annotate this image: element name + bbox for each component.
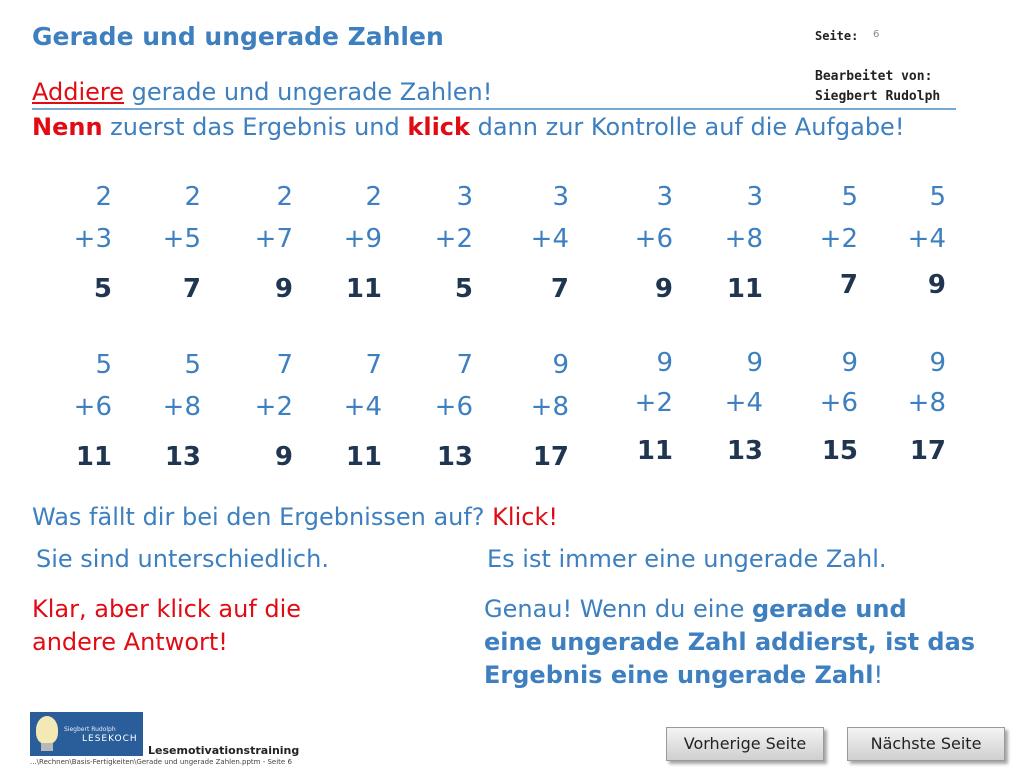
task-5-operand: 3 [456,182,473,212]
task-9-result: 7 [839,270,858,300]
task-9[interactable] [788,182,858,300]
edited-by-label: Bearbeitet von: [815,69,933,84]
task-17-addend: +2 [634,388,673,418]
task-13[interactable] [223,350,293,472]
task-17-result: 11 [636,436,673,466]
task-4-result: 11 [345,274,382,304]
instruction-verb-name: Nenn [32,113,103,141]
previous-page-button[interactable]: Vorherige Seite [666,727,824,761]
task-14[interactable] [312,350,382,472]
task-5[interactable] [403,182,473,304]
page-label: Seite: [815,29,859,43]
lightbulb-base-icon [41,743,53,751]
task-5-result: 5 [454,274,473,304]
feedback-wrong [32,593,301,659]
task-1-operand: 2 [95,182,112,212]
feedback-correct-bold-1: gerade und [752,595,907,623]
task-7[interactable] [603,182,673,304]
footer-file-path: ...\Rechnen\Basis-Fertigkeiten\Gerade und ungerade Zahlen.pptm - Seite 6 [30,758,292,766]
task-16[interactable] [499,350,569,472]
task-4[interactable] [312,182,382,304]
question [32,503,558,531]
feedback-correct-intro: Genau! Wenn du eine [484,595,752,623]
task-16-addend: +8 [530,392,569,422]
task-18[interactable] [693,348,763,466]
task-7-result: 9 [654,274,673,304]
feedback-correct-bold-2: eine ungerade Zahl addierst, ist das [484,628,976,656]
feedback-correct [484,593,975,692]
task-2-result: 7 [182,274,201,304]
task-11-operand: 5 [95,350,112,380]
task-8-result: 11 [726,274,763,304]
task-20[interactable] [876,348,946,466]
task-10-result: 9 [927,270,946,300]
task-3[interactable] [223,182,293,304]
author-block [815,67,940,107]
task-9-addend: +2 [819,224,858,254]
task-10[interactable] [876,182,946,300]
task-7-operand: 3 [656,182,673,212]
task-16-operand: 9 [552,350,569,380]
instruction-verb-click: klick [407,113,470,141]
instruction-verb-add: Addiere [32,78,125,106]
task-14-operand: 7 [365,350,382,380]
logo-author: Siegbert Rudolph [64,726,116,733]
answer-option-different[interactable]: Sie sind unterschiedlich. [36,545,329,573]
instruction-line-1-text: gerade und ungerade Zahlen! [124,78,493,106]
task-19-result: 15 [821,436,858,466]
task-17-operand: 9 [656,348,673,378]
task-12-operand: 5 [184,350,201,380]
task-6-result: 7 [550,274,569,304]
task-1-result: 5 [93,274,112,304]
task-12-addend: +8 [162,392,201,422]
instruction-line-2 [32,113,904,141]
task-6-addend: +4 [530,224,569,254]
task-10-operand: 5 [929,182,946,212]
task-4-addend: +9 [343,224,382,254]
task-13-result: 9 [274,442,293,472]
task-18-addend: +4 [724,388,763,418]
task-14-result: 11 [345,442,382,472]
task-19[interactable] [788,348,858,466]
leseko-logo [30,712,143,756]
task-2-operand: 2 [184,182,201,212]
task-11-addend: +6 [73,392,112,422]
task-10-addend: +4 [907,224,946,254]
instruction-line-1 [32,78,492,106]
task-8[interactable] [693,182,763,304]
question-text: Was fällt dir bei den Ergebnissen auf? [32,503,493,531]
lightbulb-icon [36,716,58,744]
footer-title: Lesemotivationstraining [148,744,300,757]
header-divider [32,108,956,110]
instruction-line-2-mid: zuerst das Ergebnis und [102,113,408,141]
answer-option-always-odd[interactable]: Es ist immer eine ungerade Zahl. [487,545,887,573]
task-3-operand: 2 [276,182,293,212]
task-14-addend: +4 [343,392,382,422]
task-1-addend: +3 [73,224,112,254]
task-8-operand: 3 [746,182,763,212]
task-12-result: 13 [164,442,201,472]
task-3-result: 9 [274,274,293,304]
logo-brand: LESEKOCH [82,734,138,744]
task-5-addend: +2 [434,224,473,254]
task-15-operand: 7 [456,350,473,380]
task-6-operand: 3 [552,182,569,212]
task-1[interactable] [42,182,112,304]
page-number: 6 [873,29,880,40]
task-15[interactable] [403,350,473,472]
task-17[interactable] [603,348,673,466]
task-8-addend: +8 [724,224,763,254]
task-15-result: 13 [436,442,473,472]
feedback-wrong-line-2: andere Antwort! [32,628,228,656]
next-page-button[interactable]: Nächste Seite [847,727,1005,761]
task-16-result: 17 [532,442,569,472]
task-2[interactable] [131,182,201,304]
feedback-wrong-line-1: Klar, aber klick auf die [32,595,302,623]
task-19-operand: 9 [841,348,858,378]
task-18-operand: 9 [746,348,763,378]
author-name: Siegbert Rudolph [815,89,941,104]
task-15-addend: +6 [434,392,473,422]
feedback-correct-bold-3: Ergebnis eine ungerade Zahl [484,661,874,689]
task-2-addend: +5 [162,224,201,254]
instruction-line-2-end: dann zur Kontrolle auf die Aufgabe! [469,113,905,141]
feedback-correct-end: ! [873,661,884,689]
task-6[interactable] [499,182,569,304]
task-3-addend: +7 [254,224,293,254]
task-18-result: 13 [726,436,763,466]
task-19-addend: +6 [819,388,858,418]
page-title: Gerade und ungerade Zahlen [32,22,444,51]
question-click-prompt: Klick! [492,503,558,531]
task-4-operand: 2 [365,182,382,212]
task-13-addend: +2 [254,392,293,422]
task-7-addend: +6 [634,224,673,254]
task-20-addend: +8 [907,388,946,418]
task-12[interactable] [131,350,201,472]
task-11[interactable] [42,350,112,472]
task-20-operand: 9 [929,348,946,378]
task-20-result: 17 [909,436,946,466]
task-9-operand: 5 [841,182,858,212]
task-11-result: 11 [75,442,112,472]
task-13-operand: 7 [276,350,293,380]
